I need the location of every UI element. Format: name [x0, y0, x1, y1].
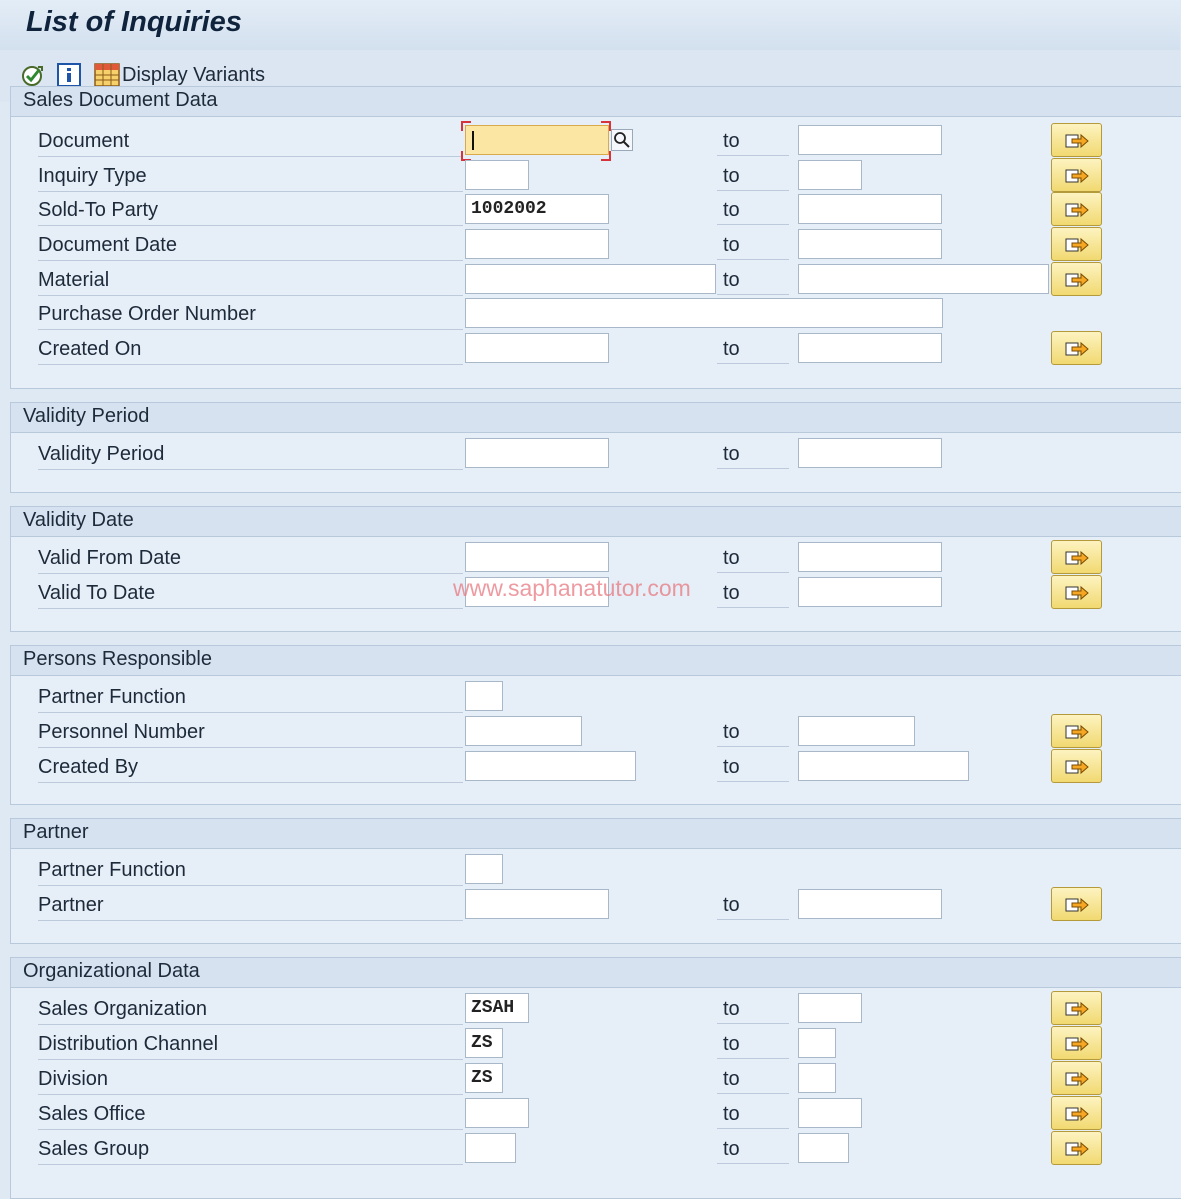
- sold-to-party-from-input[interactable]: 1002002: [465, 194, 609, 224]
- group-title: Validity Period: [23, 405, 150, 427]
- row-sales-office: [11, 1098, 1181, 1132]
- sales-office-to-input[interactable]: [798, 1098, 862, 1128]
- watermark-text: www.saphanatutor.com: [453, 575, 691, 601]
- row-inquiry-type: [11, 160, 1181, 194]
- division-to-input[interactable]: [798, 1063, 836, 1093]
- group-header: [11, 958, 1181, 988]
- created-by-to-input[interactable]: [798, 751, 969, 781]
- material-to-input[interactable]: [798, 264, 1049, 294]
- multiple-selection-button[interactable]: [1051, 1026, 1102, 1060]
- field-label: Sales Group: [38, 1134, 463, 1165]
- sales-group-from-input[interactable]: [465, 1133, 516, 1163]
- personnel-number-to-input[interactable]: [798, 716, 915, 746]
- to-label: to: [717, 994, 789, 1024]
- validity-period-to-input[interactable]: [798, 438, 942, 468]
- division-from-input[interactable]: ZS: [465, 1063, 503, 1093]
- partner-from-input[interactable]: [465, 889, 609, 919]
- group-header: [11, 507, 1181, 537]
- group-title: Organizational Data: [23, 960, 200, 982]
- field-label: Sales Office: [38, 1099, 463, 1130]
- row-sales-group: [11, 1133, 1181, 1167]
- created-on-to-input[interactable]: [798, 333, 942, 363]
- to-label: to: [717, 265, 789, 295]
- field-label: Document Date: [38, 230, 463, 261]
- group-title: Persons Responsible: [23, 648, 212, 670]
- row-partner-function: [11, 681, 1181, 715]
- field-label: Sold-To Party: [38, 195, 463, 226]
- multiple-selection-button[interactable]: [1051, 227, 1102, 261]
- group-header: [11, 819, 1181, 849]
- valid-from-date-to-input[interactable]: [798, 542, 942, 572]
- to-label: to: [717, 1099, 789, 1129]
- multiple-selection-button[interactable]: [1051, 1096, 1102, 1130]
- multiple-selection-button[interactable]: [1051, 749, 1102, 783]
- row-personnel-number: [11, 716, 1181, 750]
- multiple-selection-button[interactable]: [1051, 262, 1102, 296]
- group-title: Partner: [23, 821, 89, 843]
- row-created-by: [11, 751, 1181, 785]
- row-division: [11, 1063, 1181, 1097]
- to-label: to: [717, 578, 789, 608]
- field-label: Partner: [38, 890, 463, 921]
- field-label: Division: [38, 1064, 463, 1095]
- row-purchase-order-number: [11, 298, 1181, 332]
- group-header: [11, 87, 1181, 117]
- to-label: to: [717, 161, 789, 191]
- row-sales-organization: [11, 993, 1181, 1027]
- group-partner: [10, 818, 1181, 944]
- group-header: [11, 403, 1181, 433]
- material-from-input[interactable]: [465, 264, 716, 294]
- row-valid-from-date: [11, 542, 1181, 576]
- to-label: to: [717, 890, 789, 920]
- distribution-channel-from-input[interactable]: ZS: [465, 1028, 503, 1058]
- field-label: Purchase Order Number: [38, 299, 463, 330]
- to-label: to: [717, 230, 789, 260]
- display-variants-button[interactable]: Display Variants: [122, 64, 266, 86]
- to-label: to: [717, 1134, 789, 1164]
- row-partner: [11, 889, 1181, 923]
- field-label: Sales Organization: [38, 994, 463, 1025]
- to-label: to: [717, 717, 789, 747]
- document-date-to-input[interactable]: [798, 229, 942, 259]
- to-label: to: [717, 439, 789, 469]
- created-on-from-input[interactable]: [465, 333, 609, 363]
- field-label: Distribution Channel: [38, 1029, 463, 1060]
- field-label: Partner Function: [38, 855, 463, 886]
- field-label: Document: [38, 126, 463, 157]
- group-title: Validity Date: [23, 509, 134, 531]
- field-label: Validity Period: [38, 439, 463, 470]
- multiple-selection-button[interactable]: [1051, 1061, 1102, 1095]
- sales-office-from-input[interactable]: [465, 1098, 529, 1128]
- group-organizational-data: [10, 957, 1181, 1199]
- to-label: to: [717, 1029, 789, 1059]
- title-bar: [0, 0, 1180, 51]
- selection-screen: [0, 89, 1180, 1184]
- field-label: Created On: [38, 334, 463, 365]
- to-label: to: [717, 334, 789, 364]
- search-help-icon[interactable]: [611, 129, 633, 151]
- document-date-from-input[interactable]: [465, 229, 609, 259]
- inquiry-type-from-input[interactable]: [465, 160, 529, 190]
- multiple-selection-button[interactable]: [1051, 575, 1102, 609]
- partner-to-input[interactable]: [798, 889, 942, 919]
- multiple-selection-button[interactable]: [1051, 1131, 1102, 1165]
- field-label: Material: [38, 265, 463, 296]
- document-from-input[interactable]: [465, 125, 609, 155]
- to-label: to: [717, 1064, 789, 1094]
- to-label: to: [717, 195, 789, 225]
- multiple-selection-button[interactable]: [1051, 123, 1102, 157]
- valid-to-date-to-input[interactable]: [798, 577, 942, 607]
- multiple-selection-button[interactable]: [1051, 192, 1102, 226]
- field-label: Partner Function: [38, 682, 463, 713]
- page-title: List of Inquiries: [26, 6, 242, 38]
- sales-organization-to-input[interactable]: [798, 993, 862, 1023]
- row-document: [11, 125, 1181, 159]
- document-to-input[interactable]: [798, 125, 942, 155]
- to-label: to: [717, 126, 789, 156]
- row-validity-period: [11, 438, 1181, 472]
- inquiry-type-to-input[interactable]: [798, 160, 862, 190]
- to-label: to: [717, 752, 789, 782]
- to-label: to: [717, 543, 789, 573]
- created-by-from-input[interactable]: [465, 751, 636, 781]
- group-validity-date: [10, 506, 1181, 632]
- group-sales-document-data: [10, 86, 1181, 389]
- multiple-selection-button[interactable]: [1051, 991, 1102, 1025]
- group-header: [11, 646, 1181, 676]
- personnel-number-from-input[interactable]: [465, 716, 582, 746]
- sales-organization-from-input[interactable]: ZSAH: [465, 993, 529, 1023]
- group-persons-responsible: [10, 645, 1181, 805]
- multiple-selection-button[interactable]: [1051, 158, 1102, 192]
- multiple-selection-button[interactable]: [1051, 887, 1102, 921]
- row-partner-function: [11, 854, 1181, 888]
- sold-to-party-to-input[interactable]: [798, 194, 942, 224]
- row-created-on: [11, 333, 1181, 367]
- row-document-date: [11, 229, 1181, 263]
- group-validity-period: [10, 402, 1181, 493]
- sales-group-to-input[interactable]: [798, 1133, 849, 1163]
- field-label: Personnel Number: [38, 717, 463, 748]
- purchase-order-number-input[interactable]: [465, 298, 943, 328]
- field-label: Valid To Date: [38, 578, 463, 609]
- partner-function-input[interactable]: [465, 681, 503, 711]
- distribution-channel-to-input[interactable]: [798, 1028, 836, 1058]
- multiple-selection-button[interactable]: [1051, 714, 1102, 748]
- row-sold-to-party: [11, 194, 1181, 228]
- row-distribution-channel: [11, 1028, 1181, 1062]
- validity-period-from-input[interactable]: [465, 438, 609, 468]
- field-label: Valid From Date: [38, 543, 463, 574]
- group-title: Sales Document Data: [23, 89, 218, 111]
- multiple-selection-button[interactable]: [1051, 331, 1102, 365]
- valid-from-date-from-input[interactable]: [465, 542, 609, 572]
- field-label: Created By: [38, 752, 463, 783]
- multiple-selection-button[interactable]: [1051, 540, 1102, 574]
- row-material: [11, 264, 1181, 298]
- field-label: Inquiry Type: [38, 161, 463, 192]
- partner-partner-function-input[interactable]: [465, 854, 503, 884]
